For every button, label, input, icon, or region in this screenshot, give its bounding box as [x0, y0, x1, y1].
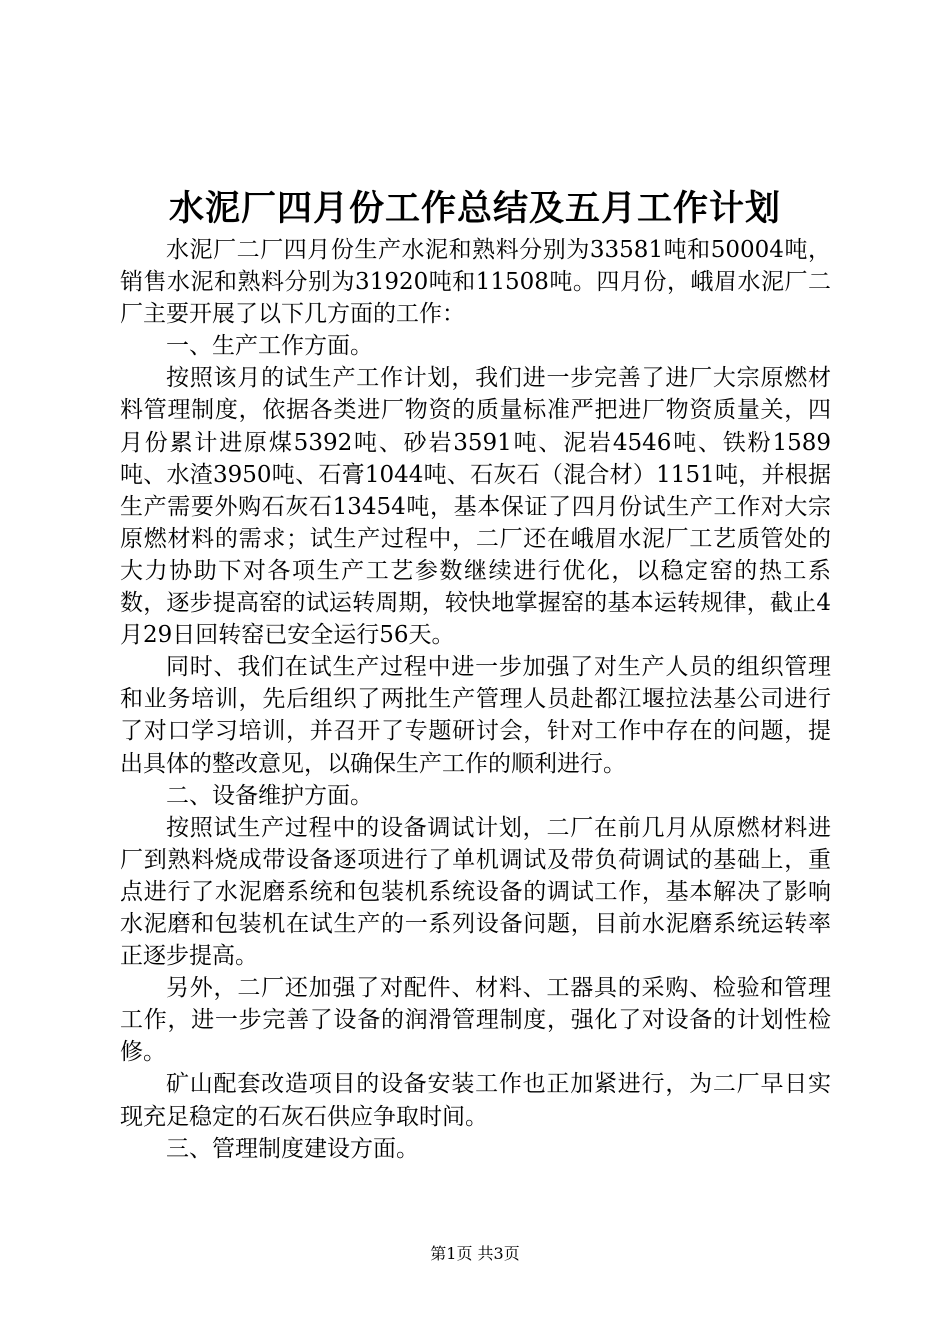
equipment-paragraph: 按照试生产过程中的设备调试计划，二厂在前几月从原燃材料进厂到熟料烧成带设备逐项进行了单机调试及带负荷调试的基础上，重点进行了水泥磨系统和包装机系统设备的调试工作，基本解决了影响水泥磨和包装机在试生产的一系列设备问题，目前水泥磨系统运转率正逐步提高。 [120, 814, 831, 970]
section-heading-equipment: 二、设备维护方面。 [166, 782, 373, 809]
production-paragraph: 按照该月的试生产工作计划，我们进一步完善了进厂大宗原燃材料管理制度，依据各类进厂物资的质量标准严把进厂物资质量关，四月份累计进原煤5392吨、砂岩3591吨、泥岩4546吨、铁粉1589吨、水渣3950吨、石膏1044吨、石灰石（混合材）1151吨，并根据生产需要外购石灰石13454吨，基本保证了四月份试生产工作对大宗原燃材料的需求；试生产过程中，二厂还在峨眉水泥厂工艺质管处的大力协助下对各项生产工艺参数继续进行优化，以稳定窑的热工系数，逐步提高窑的试运转周期，较快地掌握窑的基本运转规律，截止4月29日回转窑已安全运行56天。 [120, 365, 831, 649]
intro-paragraph: 水泥厂二厂四月份生产水泥和熟料分别为33581吨和50004吨，销售水泥和熟料分别为31920吨和11508吨。四月份，峨眉水泥厂二厂主要开展了以下几方面的工作： [120, 237, 831, 328]
training-paragraph: 同时、我们在试生产过程中进一步加强了对生产人员的组织管理和业务培训，先后组织了两批生产管理人员赴都江堰拉法基公司进行了对口学习培训，并召开了专题研讨会，针对工作中存在的问题，提出具体的整改意见，以确保生产工作的顺利进行。 [120, 654, 831, 777]
mine-project-paragraph: 矿山配套改造项目的设备安装工作也正加紧进行，为二厂早日实现充足稳定的石灰石供应争取时间。 [120, 1071, 831, 1130]
document-title: 水泥厂四月份工作总结及五月工作计划 [168, 188, 781, 229]
section-heading-production: 一、生产工作方面。 [166, 333, 373, 360]
section-heading-management: 三、管理制度建设方面。 [166, 1135, 419, 1162]
document-body [120, 234, 831, 1165]
procurement-paragraph: 另外，二厂还加强了对配件、材料、工器具的采购、检验和管理工作，进一步完善了设备的润滑管理制度，强化了对设备的计划性检修。 [120, 975, 831, 1066]
page-number-footer: 第1页 共3页 [430, 1244, 520, 1263]
